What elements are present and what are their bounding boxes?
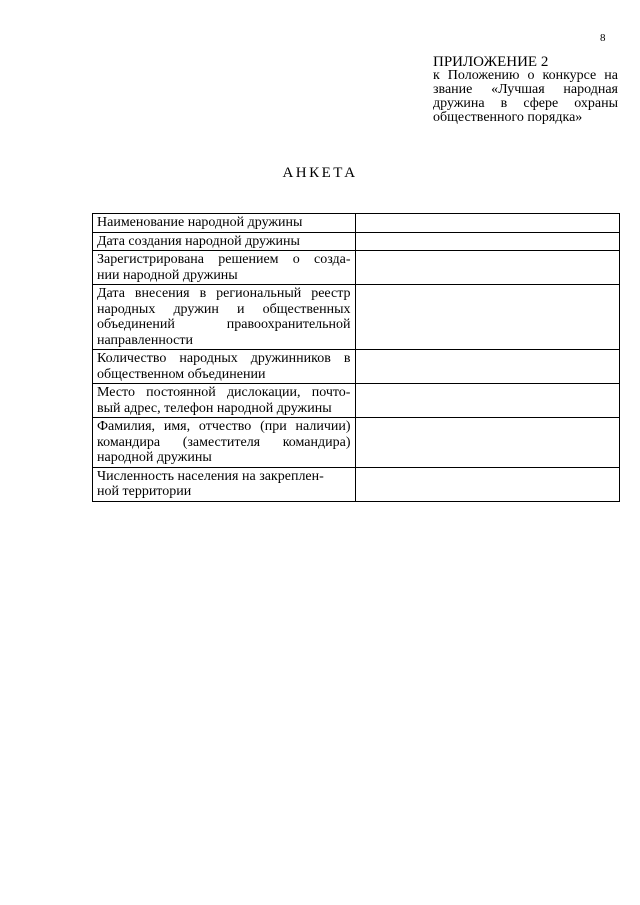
word: наличии) xyxy=(295,419,351,434)
text-line: общественном объединении xyxy=(97,366,266,382)
word: о xyxy=(527,68,535,83)
word: Место xyxy=(97,385,135,400)
word: «Лучшая xyxy=(491,82,545,97)
word: внесения xyxy=(134,286,190,301)
word: объединений xyxy=(97,317,175,332)
text-line xyxy=(97,252,351,268)
word: созда- xyxy=(314,252,351,267)
word: почто- xyxy=(311,385,351,400)
field-label xyxy=(93,467,356,501)
word: к xyxy=(433,68,440,83)
table-row xyxy=(93,384,620,418)
table-row xyxy=(93,251,620,285)
word: Зарегистрирована xyxy=(97,252,205,267)
table-row xyxy=(93,285,620,350)
word: и xyxy=(236,301,245,317)
text-line xyxy=(433,97,618,111)
word: Дата xyxy=(97,286,125,301)
text-line xyxy=(97,302,351,318)
field-label xyxy=(93,214,356,233)
field-value[interactable] xyxy=(355,214,619,233)
word: решением xyxy=(218,252,279,267)
word: в xyxy=(199,286,207,301)
word: народных xyxy=(97,301,156,317)
field-label xyxy=(93,251,356,285)
text-line xyxy=(97,435,351,451)
word: (при xyxy=(260,419,287,434)
word: командира) xyxy=(282,434,351,450)
appendix-block xyxy=(433,55,618,125)
field-value[interactable] xyxy=(355,418,619,468)
word: Положению xyxy=(447,68,520,83)
text-line: общественного порядка» xyxy=(433,110,583,125)
word: командира xyxy=(97,434,161,450)
text-line xyxy=(433,69,618,83)
text-line: народной дружины xyxy=(97,450,212,465)
text-line: направленности xyxy=(97,332,194,348)
word: дислокации, xyxy=(226,385,301,400)
text-line xyxy=(97,317,351,333)
word: народных xyxy=(179,351,238,366)
word: дружина xyxy=(433,96,485,111)
table-row xyxy=(93,418,620,468)
field-label xyxy=(93,232,356,251)
text-line xyxy=(97,351,351,367)
word: (заместителя xyxy=(182,434,261,450)
field-value[interactable] xyxy=(355,285,619,350)
word: дружин xyxy=(173,301,219,317)
text-line: Дата создания народной дружины xyxy=(97,233,300,249)
word: реестр xyxy=(311,286,351,301)
field-value[interactable] xyxy=(355,384,619,418)
word: общественных xyxy=(262,301,351,317)
field-value[interactable] xyxy=(355,467,619,501)
word: имя, xyxy=(163,419,191,434)
text-line xyxy=(97,385,351,401)
table-row xyxy=(93,350,620,384)
word: конкурсе xyxy=(542,68,597,83)
field-label xyxy=(93,350,356,384)
word: звание xyxy=(433,82,473,97)
page-number: 8 xyxy=(600,32,606,44)
word: на xyxy=(604,68,618,83)
field-value[interactable] xyxy=(355,251,619,285)
word: Количество xyxy=(97,351,167,366)
table-row xyxy=(93,214,620,233)
word: отчество xyxy=(198,419,252,434)
word: о xyxy=(292,252,300,267)
field-label xyxy=(93,285,356,350)
text-line: ной территории xyxy=(97,484,192,499)
text-line xyxy=(97,286,351,302)
word: охраны xyxy=(574,96,618,111)
questionnaire-table xyxy=(92,213,620,502)
word: дружинников xyxy=(250,351,331,366)
word: постоянной xyxy=(146,385,216,400)
field-value[interactable] xyxy=(355,350,619,384)
table-row xyxy=(93,232,620,251)
text-line xyxy=(433,83,618,97)
word: сфере xyxy=(523,96,559,111)
text-line xyxy=(97,419,351,435)
word: региональный xyxy=(216,286,302,301)
field-label xyxy=(93,384,356,418)
appendix-subtitle xyxy=(433,69,618,125)
word: в xyxy=(500,96,508,111)
field-value[interactable] xyxy=(355,232,619,251)
appendix-title: ПРИЛОЖЕНИЕ 2 xyxy=(433,54,549,70)
word: Фамилия, xyxy=(97,419,156,434)
word: правоохранительной xyxy=(226,317,351,332)
text-line: Наименование народной дружины xyxy=(97,215,303,230)
text-line: вый адрес, телефон народной дружины xyxy=(97,400,332,416)
form-title: АНКЕТА xyxy=(282,165,358,181)
text-line: нии народной дружины xyxy=(97,267,238,283)
word: в xyxy=(343,351,351,366)
field-label xyxy=(93,418,356,468)
text-line: Численность населения на закреплен- xyxy=(97,468,324,484)
word: народная xyxy=(563,82,618,97)
table-row xyxy=(93,467,620,501)
